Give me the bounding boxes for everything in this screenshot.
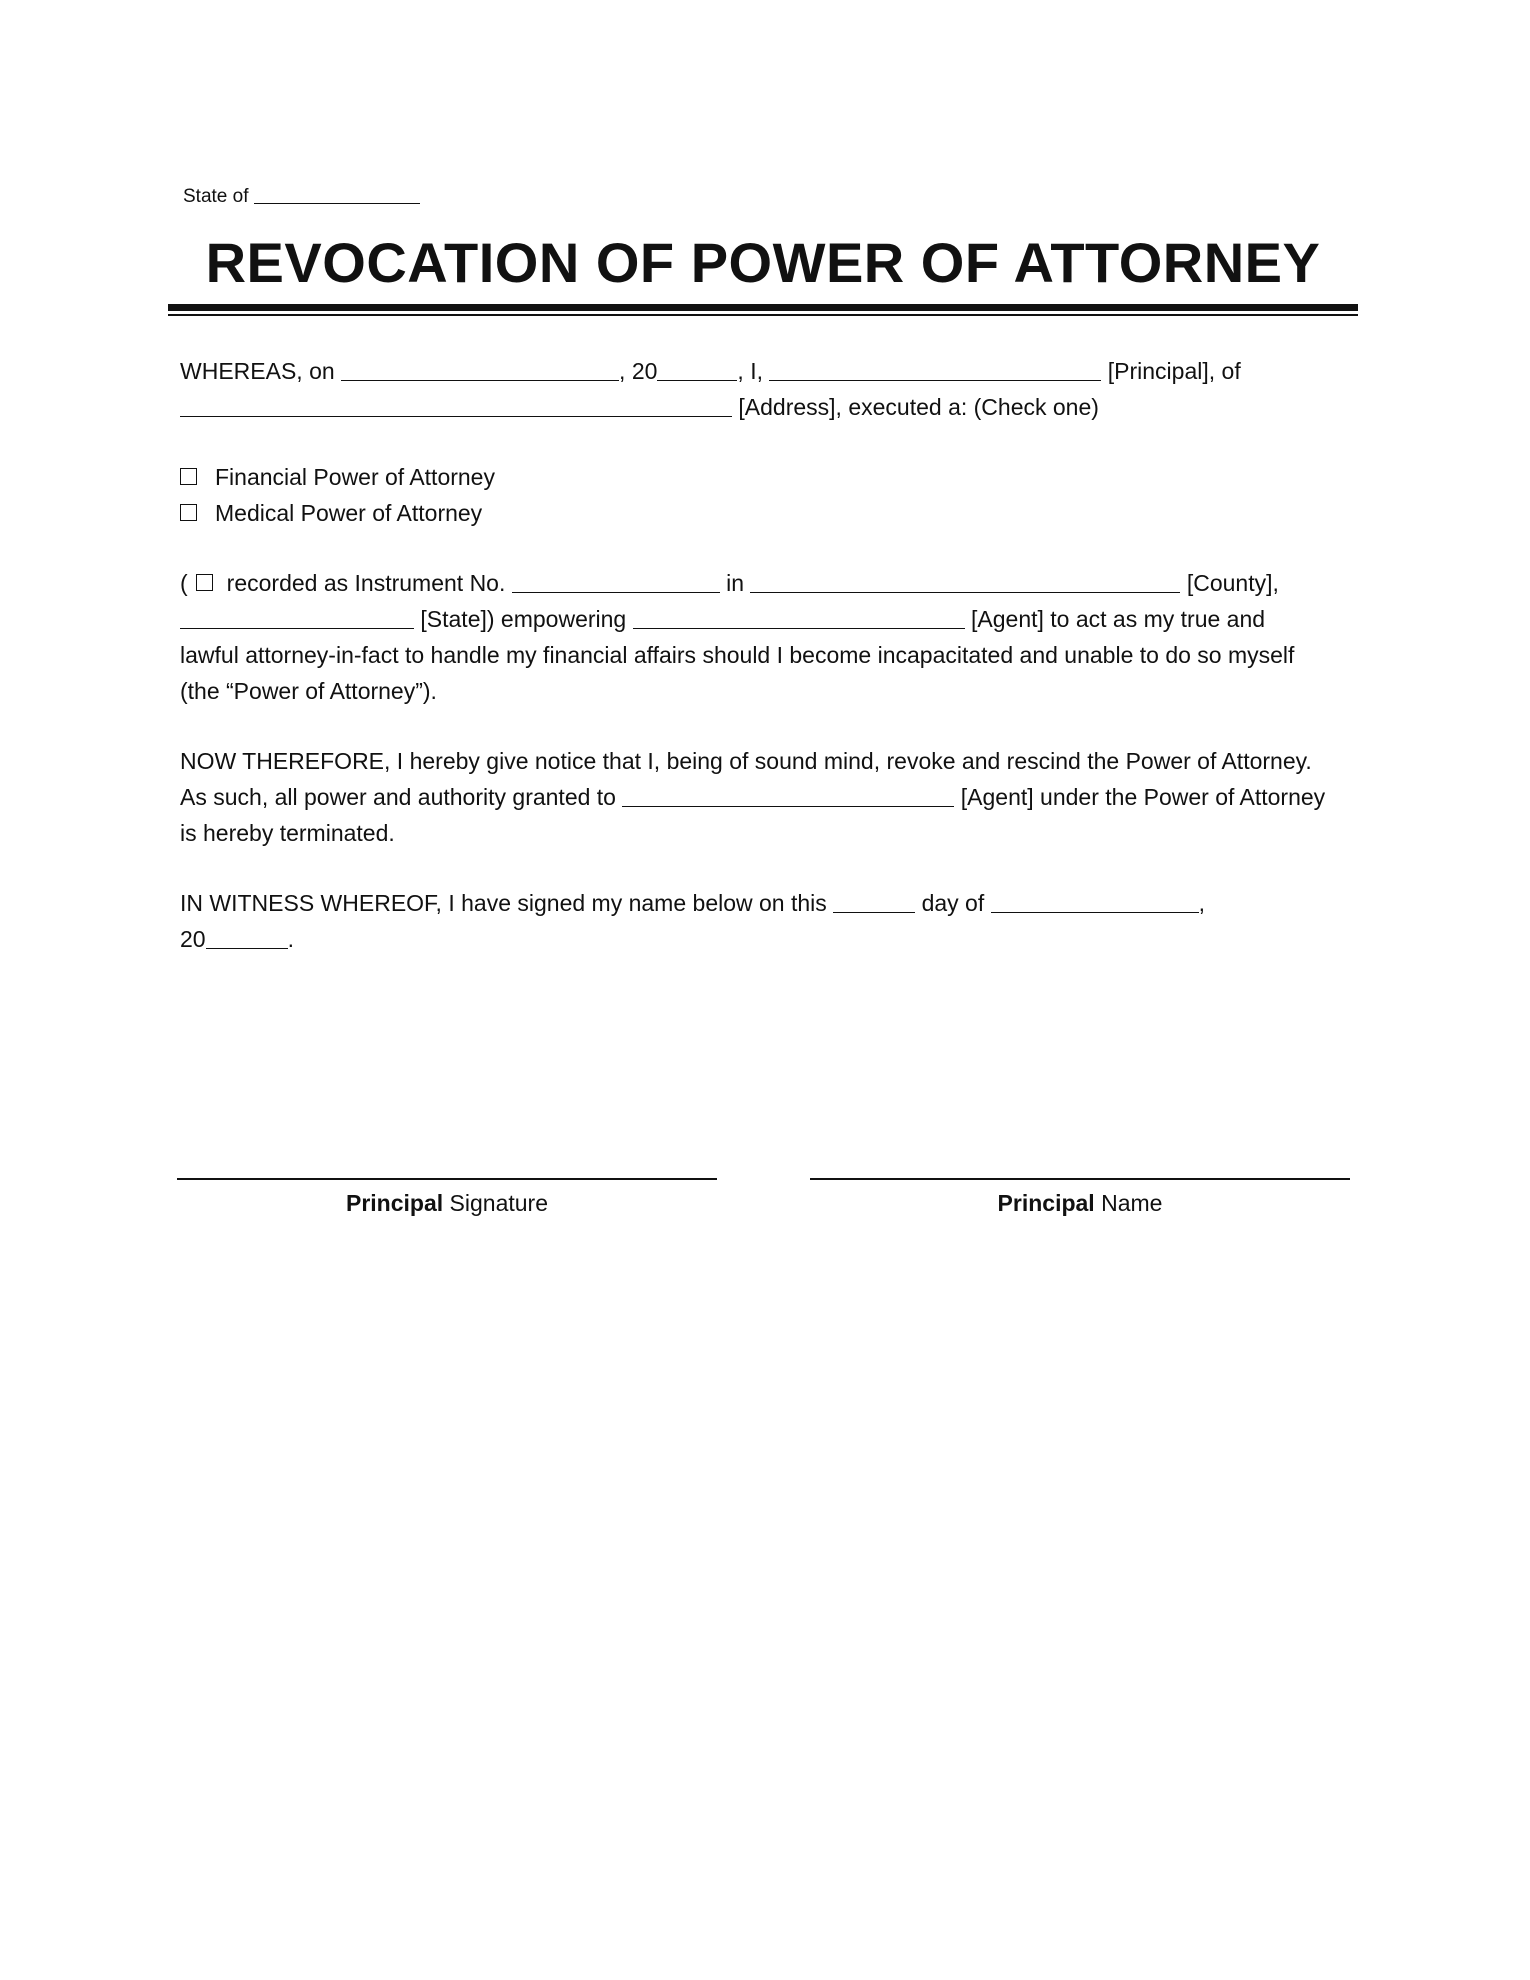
witness-period: . [287,926,294,952]
name-line[interactable] [810,1178,1350,1180]
agent-label: [Agent] to act as my true and [971,606,1266,632]
medical-poa-checkbox[interactable] [180,504,197,521]
principal-label: [Principal], of [1107,358,1241,384]
witness-year-blank[interactable] [206,925,288,949]
address-blank[interactable] [180,393,732,417]
revoked-agent-blank[interactable] [622,783,954,807]
year-blank[interactable] [657,357,737,381]
signature-caption-bold: Principal [345,1190,444,1216]
signature-line[interactable] [177,1178,717,1180]
recorded-paragraph [180,565,1330,709]
state-empowering-label: [State]) empowering [420,606,627,632]
financial-poa-checkbox[interactable] [180,468,197,485]
now-therefore-text-end: [Agent] under the Power of Attorney is hereby terminated. [180,784,1326,846]
signature-caption-rest: Signature [443,1190,548,1216]
name-caption-bold: Principal [997,1190,1095,1216]
whereas-i-text: , I, [737,358,763,384]
recorded-as-label: recorded as Instrument No. [226,570,506,596]
spacer [180,531,1330,565]
county-label: [County], [1186,570,1279,596]
day-blank[interactable] [833,889,915,913]
address-label: [Address], executed a: (Check one) [738,394,1099,420]
witness-year-prefix: 20 [180,926,206,952]
state-of-label: State of [183,186,249,207]
in-label: in [726,570,745,596]
principal-name-block [810,1178,1350,1217]
whereas-paragraph [180,353,1330,425]
spacer [180,709,1330,743]
title-rule-thin [168,314,1358,316]
day-of-label: day of [921,890,985,916]
state-field-blank[interactable] [180,605,414,629]
medical-poa-label: Medical Power of Attorney [215,500,483,526]
state-of-line [183,184,420,208]
open-paren: ( [180,570,188,596]
month-blank[interactable] [991,889,1199,913]
principal-blank[interactable] [769,357,1101,381]
whereas-year-prefix: , 20 [619,358,658,384]
now-therefore-text: NOW THEREFORE, I hereby give notice that I, being of sound mind, revoke and rescind the Power of Attorney. As such, all power and authority granted to [180,748,1312,810]
now-therefore-paragraph [180,743,1330,851]
document-body [180,353,1330,957]
name-caption-rest: Name [1094,1190,1163,1216]
financial-poa-label: Financial Power of Attorney [215,464,495,490]
agent-blank[interactable] [633,605,965,629]
title-rule-thick [168,304,1358,311]
spacer [180,851,1330,885]
instrument-number-blank[interactable] [512,569,720,593]
spacer [180,425,1330,459]
whereas-lead: WHEREAS, on [180,358,335,384]
principal-signature-block [177,1178,717,1217]
date-blank[interactable] [341,357,619,381]
document-title: REVOCATION OF POWER OF ATTORNEY [205,231,1321,294]
witness-comma: , [1198,890,1205,916]
recorded-checkbox[interactable] [196,574,213,591]
state-blank[interactable] [254,184,420,204]
witness-paragraph [180,885,1330,957]
county-blank[interactable] [750,569,1180,593]
attorney-in-fact-text: lawful attorney-in-fact to handle my financial affairs should I become incapacitated and unable to do so myself (the “Power of Attorney”). [180,642,1295,704]
witness-text: IN WITNESS WHEREOF, I have signed my name below on this [180,890,827,916]
option-medical [180,495,1330,531]
option-financial [180,459,1330,495]
